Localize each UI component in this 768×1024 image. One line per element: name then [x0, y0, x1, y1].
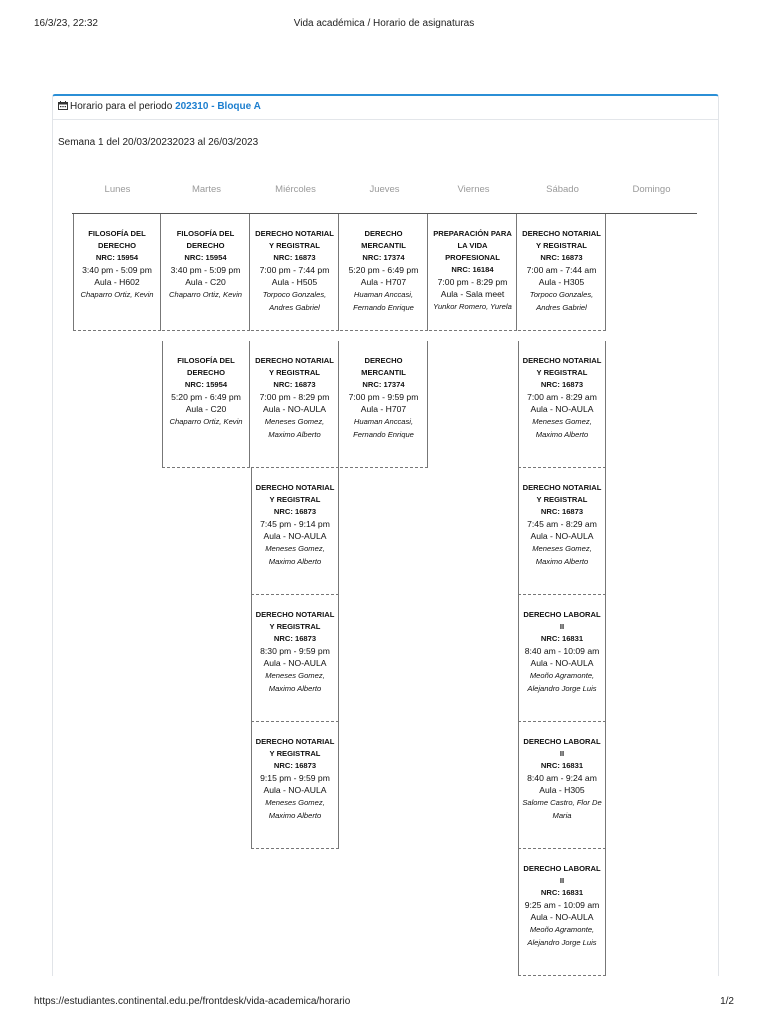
classroom: Aula - C20 [185, 404, 227, 414]
classroom: Aula - H602 [94, 277, 140, 287]
teacher-name: Meoño Agramonte, Alejandro Jorge Luis [527, 671, 597, 693]
class-time: 8:40 am - 10:09 am [524, 646, 600, 656]
classroom: Aula - H707 [360, 277, 407, 287]
class-event[interactable] [251, 468, 339, 595]
teacher-name: Meoño Agramonte, Alejandro Jorge Luis [527, 925, 597, 947]
course-name: DERECHO NOTARIAL Y REGISTRAL [255, 483, 335, 504]
day-header-sabado: Sábado [546, 184, 579, 195]
classroom: Aula - H505 [271, 277, 318, 287]
course-nrc: NRC: 16873 [273, 761, 317, 770]
course-name: FILOSOFÍA DEL DERECHO [177, 356, 235, 377]
period-label: Horario para el periodo [70, 101, 173, 112]
course-nrc: NRC: 16873 [273, 507, 317, 516]
classroom: Aula - Sala meet [440, 289, 505, 299]
class-event[interactable] [518, 341, 606, 468]
course-name: PREPARACIÓN PARA LA VIDA PROFESIONAL [433, 229, 512, 262]
class-time: 7:45 pm - 9:14 pm [260, 519, 330, 529]
class-event[interactable] [518, 722, 606, 849]
teacher-name: Meneses Gomez, Maximo Alberto [532, 417, 592, 439]
class-event[interactable] [429, 214, 517, 331]
course-nrc: NRC: 15954 [184, 380, 228, 389]
panel-header [53, 96, 718, 120]
course-nrc: NRC: 17374 [362, 380, 405, 389]
class-event[interactable] [340, 341, 428, 468]
class-time: 7:00 pm - 8:29 pm [259, 392, 330, 402]
print-url: https://estudiantes.continental.edu.pe/frontdesk/vida-academica/horario [34, 996, 351, 1007]
teacher-name: Torpoco Gonzales, Andres Gabriel [262, 290, 327, 312]
class-event[interactable] [518, 595, 606, 722]
teacher-name: Salome Castro, Flor De Maria [522, 798, 602, 820]
class-time: 3:40 pm - 5:09 pm [82, 265, 152, 275]
course-nrc: NRC: 17374 [362, 253, 405, 262]
class-time: 8:40 am - 9:24 am [527, 773, 597, 783]
course-nrc: NRC: 16831 [540, 888, 584, 897]
course-nrc: NRC: 16873 [540, 253, 583, 262]
class-event[interactable] [251, 722, 339, 849]
course-name: DERECHO NOTARIAL Y REGISTRAL [255, 610, 335, 631]
course-nrc: NRC: 15954 [184, 253, 227, 262]
classroom: Aula - NO-AULA [530, 404, 594, 414]
course-nrc: NRC: 16873 [273, 380, 316, 389]
course-name: DERECHO LABORAL II [523, 610, 601, 631]
classroom: Aula - H305 [538, 277, 585, 287]
period-value: 202310 - Bloque A [175, 101, 261, 112]
class-time: 7:45 am - 8:29 am [527, 519, 597, 529]
teacher-name: Meneses Gomez, Maximo Alberto [265, 671, 325, 693]
class-event[interactable] [73, 214, 161, 331]
course-nrc: NRC: 16873 [273, 253, 316, 262]
classroom: Aula - C20 [185, 277, 226, 287]
teacher-name: Chaparro Ortiz, Kevin [80, 290, 154, 299]
course-nrc: NRC: 16873 [540, 380, 584, 389]
classroom: Aula - NO-AULA [263, 785, 327, 795]
course-name: FILOSOFÍA DEL DERECHO [88, 229, 146, 250]
class-event[interactable] [162, 341, 250, 468]
class-time: 5:20 pm - 6:49 pm [171, 392, 241, 402]
teacher-name: Huaman Anccasi, Fernando Enrique [353, 417, 414, 439]
teacher-name: Yunkor Romero, Yurela [433, 302, 512, 311]
teacher-name: Torpoco Gonzales, Andres Gabriel [529, 290, 594, 312]
class-event[interactable] [251, 214, 339, 331]
teacher-name: Meneses Gomez, Maximo Alberto [264, 417, 325, 439]
course-name: DERECHO MERCANTIL [361, 356, 406, 377]
classroom: Aula - H707 [360, 404, 407, 414]
course-name: DERECHO NOTARIAL Y REGISTRAL [522, 356, 602, 377]
course-nrc: NRC: 16873 [540, 507, 584, 516]
classroom: Aula - NO-AULA [530, 531, 594, 541]
classroom: Aula - NO-AULA [263, 531, 327, 541]
print-footer [34, 996, 734, 1010]
course-name: DERECHO MERCANTIL [361, 229, 406, 250]
class-time: 7:00 pm - 8:29 pm [437, 277, 508, 287]
course-name: DERECHO LABORAL II [523, 737, 601, 758]
calendar-icon [58, 101, 68, 110]
day-header-lunes: Lunes [104, 184, 131, 195]
class-event[interactable] [251, 595, 339, 722]
class-time: 3:40 pm - 5:09 pm [170, 265, 241, 275]
class-event[interactable] [518, 468, 606, 595]
print-datetime: 16/3/23, 22:32 [34, 18, 98, 29]
teacher-name: Meneses Gomez, Maximo Alberto [265, 798, 325, 820]
panel-title [58, 101, 261, 112]
course-name: DERECHO NOTARIAL Y REGISTRAL [522, 483, 602, 504]
class-time: 7:00 pm - 7:44 pm [259, 265, 330, 275]
course-nrc: NRC: 16873 [273, 634, 317, 643]
course-name: DERECHO NOTARIAL Y REGISTRAL [255, 229, 334, 250]
course-nrc: NRC: 15954 [95, 253, 139, 262]
class-time: 7:00 pm - 9:59 pm [348, 392, 419, 402]
course-name: FILOSOFÍA DEL DERECHO [176, 229, 235, 250]
day-header-domingo: Domingo [632, 184, 671, 195]
class-time: 9:15 pm - 9:59 pm [260, 773, 330, 783]
teacher-name: Huaman Anccasi, Fernando Enrique [353, 290, 414, 312]
week-range: Semana 1 del 20/03/20232023 al 26/03/2023 [58, 137, 259, 148]
course-name: DERECHO NOTARIAL Y REGISTRAL [522, 229, 601, 250]
class-time: 8:30 pm - 9:59 pm [260, 646, 330, 656]
classroom: Aula - NO-AULA [263, 658, 327, 668]
day-header-martes: Martes [191, 184, 222, 195]
class-time: 7:00 am - 7:44 am [526, 265, 597, 275]
day-header-viernes: Viernes [457, 184, 490, 195]
day-header-jueves: Jueves [369, 184, 400, 195]
class-event[interactable] [162, 214, 250, 331]
day-header-miercoles: Miércoles [275, 184, 316, 195]
classroom: Aula - NO-AULA [530, 658, 594, 668]
class-event[interactable] [518, 849, 606, 976]
teacher-name: Meneses Gomez, Maximo Alberto [532, 544, 592, 566]
course-nrc: NRC: 16831 [540, 761, 584, 770]
course-nrc: NRC: 16831 [540, 634, 584, 643]
classroom: Aula - NO-AULA [530, 912, 594, 922]
class-time: 5:20 pm - 6:49 pm [348, 265, 419, 275]
course-name: DERECHO NOTARIAL Y REGISTRAL [255, 737, 335, 758]
page-number: 1/2 [720, 996, 734, 1007]
class-event[interactable] [518, 214, 606, 331]
course-nrc: NRC: 16184 [451, 265, 494, 274]
teacher-name: Meneses Gomez, Maximo Alberto [265, 544, 325, 566]
print-page-title: Vida académica / Horario de asignaturas [293, 18, 475, 29]
classroom: Aula - NO-AULA [262, 404, 327, 414]
course-name: DERECHO NOTARIAL Y REGISTRAL [255, 356, 334, 377]
class-event[interactable] [251, 341, 339, 468]
teacher-name: Chaparro Ortiz, Kevin [168, 290, 242, 299]
classroom: Aula - H305 [539, 785, 585, 795]
teacher-name: Chaparro Ortiz, Kevin [169, 417, 243, 426]
print-header [34, 18, 734, 32]
course-name: DERECHO LABORAL II [523, 864, 601, 885]
class-event[interactable] [340, 214, 428, 331]
class-time: 9:25 am - 10:09 am [524, 900, 600, 910]
class-time: 7:00 am - 8:29 am [527, 392, 597, 402]
